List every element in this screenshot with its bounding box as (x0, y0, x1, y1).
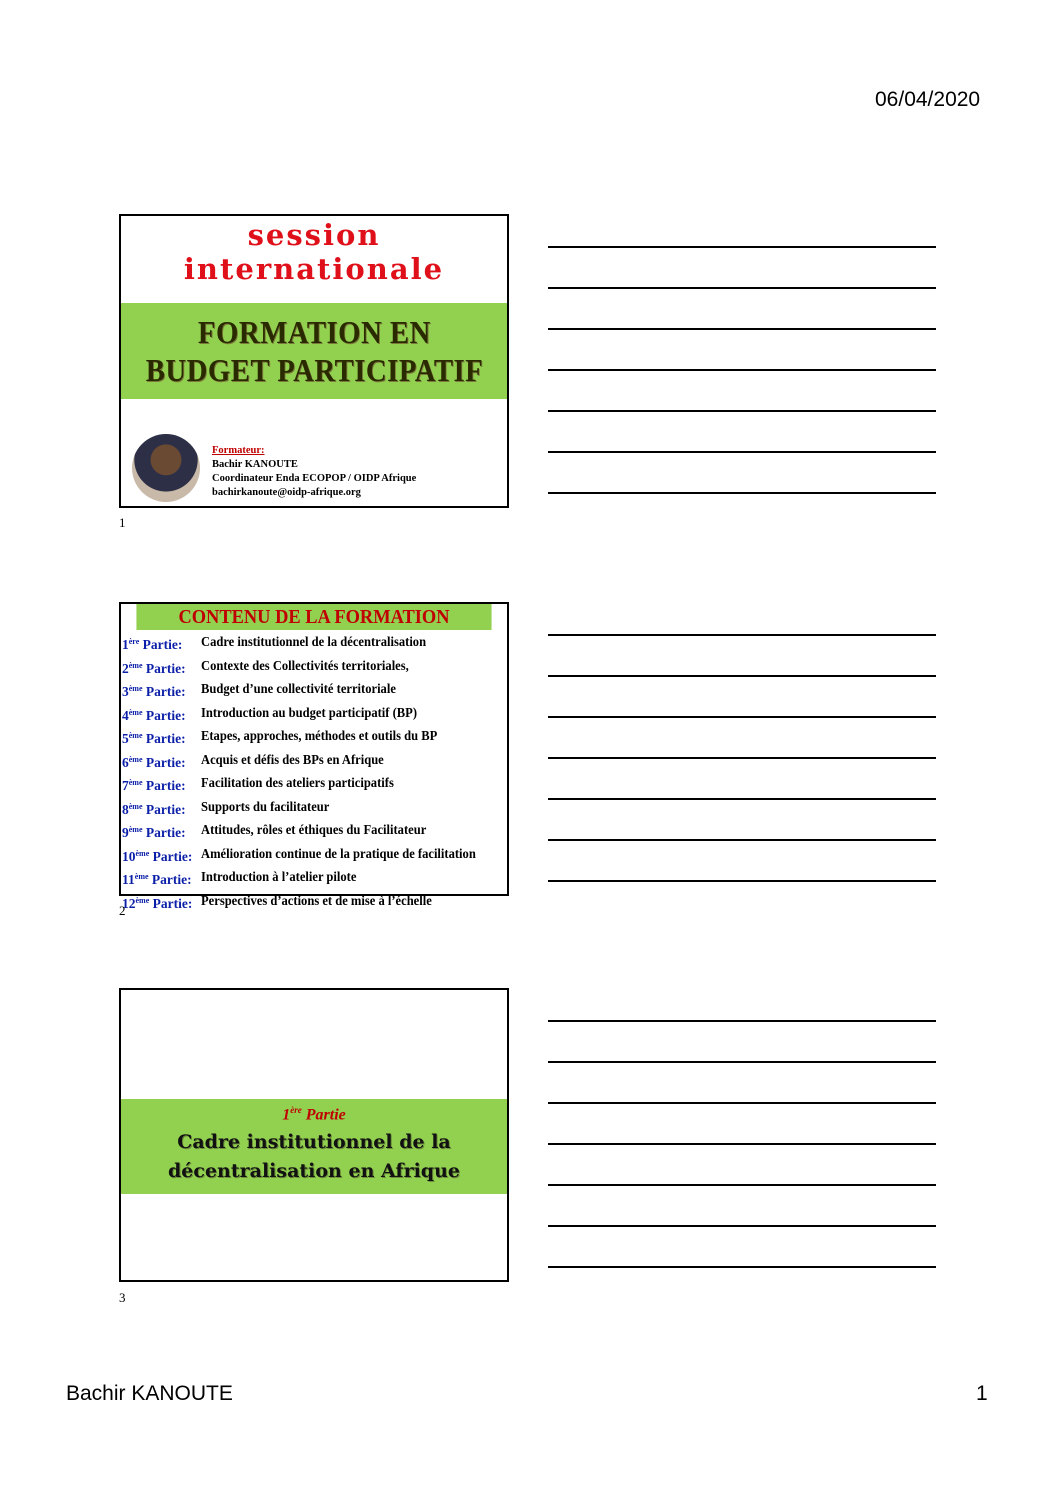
slide-1 (119, 214, 509, 508)
note-line (548, 1266, 936, 1268)
part-sup: ère (128, 637, 140, 646)
slide-number: 2 (119, 903, 126, 918)
note-line (548, 798, 936, 800)
title-line-2: BUDGET PARTICIPATIF (145, 352, 483, 388)
list-item (122, 726, 507, 750)
note-line (548, 410, 936, 412)
part-sup: ème (128, 778, 143, 787)
part-label (122, 656, 201, 680)
part-num: 2 (122, 660, 129, 676)
part-description: Contexte des Collectivités territoriales, (201, 657, 409, 673)
part-num: 11 (122, 872, 135, 887)
note-line (548, 634, 936, 636)
part-word: Partie: (149, 895, 193, 911)
part-label (122, 844, 201, 868)
part-description: Budget d’une collectivité territoriale (201, 681, 396, 696)
part-label (122, 773, 201, 797)
part-sup: ème (128, 754, 143, 764)
section-sup: ère (290, 1105, 302, 1115)
list-item (122, 820, 507, 844)
trainer-photo (132, 434, 200, 502)
part-sup: ème (128, 660, 143, 670)
list-item (122, 844, 507, 868)
part-word: Partie: (148, 872, 192, 887)
trainer-info (212, 444, 416, 500)
contents-list (121, 630, 507, 914)
part-word: Partie: (149, 848, 193, 864)
part-word: Partie: (142, 660, 186, 676)
section-num: 1 (282, 1106, 291, 1124)
note-line (548, 287, 936, 289)
trainer-email: bachirkanoute@oidp-afrique.org (212, 487, 361, 498)
list-item (122, 679, 507, 703)
part-description: Introduction au budget participatif (BP) (201, 704, 418, 720)
page-date: 06/04/2020 (875, 88, 981, 111)
slide-title: CONTENU DE LA FORMATION (136, 604, 491, 630)
part-description: Etapes, approches, méthodes et outils du BP (201, 728, 438, 743)
part-num: 6 (122, 754, 129, 770)
part-sup: ème (128, 684, 143, 693)
part-num: 9 (122, 825, 129, 840)
part-description: Facilitation des ateliers participatifs (201, 775, 394, 790)
part-description: Supports du facilitateur (201, 798, 330, 814)
part-sup: ème (128, 801, 143, 811)
part-word: Partie: (142, 825, 186, 840)
slide-3 (119, 988, 509, 1282)
trainer-name: Bachir KANOUTE (212, 459, 298, 470)
note-line (548, 451, 936, 453)
note-line (548, 1225, 936, 1227)
part-description: Attitudes, rôles et éthiques du Facilitateur (201, 822, 427, 837)
part-word: Partie: (142, 707, 186, 723)
note-line (548, 328, 936, 330)
part-label (122, 797, 201, 821)
part-label (122, 632, 201, 656)
title-line-1: FORMATION EN (197, 314, 431, 350)
part-sup: ème (135, 848, 150, 858)
note-line (548, 675, 936, 677)
part-num: 4 (122, 707, 129, 723)
note-line (548, 880, 936, 882)
part-word: Partie: (142, 778, 186, 793)
part-label (122, 891, 201, 915)
title-banner (121, 303, 507, 399)
part-label (122, 820, 201, 844)
section-part: Partie (301, 1106, 346, 1124)
part-label (122, 703, 201, 727)
section-title-line-2: décentralisation en Afrique (168, 1160, 460, 1183)
trainer-role: Coordinateur Enda ECOPOP / OIDP Afrique (212, 473, 417, 484)
part-num: 7 (122, 778, 129, 793)
list-item (122, 656, 507, 680)
part-sup: ème (128, 707, 143, 717)
session-label: session internationale (183, 218, 445, 286)
list-item (122, 750, 507, 774)
part-word: Partie: (142, 801, 186, 817)
part-sup: ème (134, 872, 149, 881)
note-line (548, 1184, 936, 1186)
part-label (122, 867, 201, 891)
part-label (122, 750, 201, 774)
part-num: 3 (122, 684, 129, 699)
section-title-line-1: Cadre institutionnel de la (177, 1131, 451, 1154)
part-description: Amélioration continue de la pratique de facilitation (201, 845, 476, 861)
note-line (548, 492, 936, 494)
list-item (122, 773, 507, 797)
note-line (548, 757, 936, 759)
part-sup: ème (128, 825, 143, 834)
note-line (548, 246, 936, 248)
slide-number: 1 (119, 515, 126, 530)
section-title (121, 1128, 507, 1186)
part-num: 8 (122, 801, 129, 817)
list-item (122, 867, 507, 891)
note-line (548, 1020, 936, 1022)
slide-number: 3 (119, 1290, 126, 1305)
note-line (548, 1061, 936, 1063)
list-item (122, 632, 507, 656)
part-sup: ème (135, 895, 150, 905)
note-line (548, 369, 936, 371)
part-num: 1 (122, 637, 129, 652)
slide-2 (119, 602, 509, 911)
trainer-label: Formateur: (212, 445, 265, 456)
part-description: Cadre institutionnel de la décentralisation (201, 634, 427, 649)
note-line (548, 1102, 936, 1104)
part-num: 5 (122, 731, 129, 746)
part-word: Partie: (142, 684, 186, 699)
note-line (548, 1143, 936, 1145)
note-line (548, 839, 936, 841)
part-description: Perspectives d’actions et de mise à l’échelle (201, 892, 432, 908)
part-description: Introduction à l’atelier pilote (201, 869, 357, 884)
part-num: 12 (122, 895, 136, 911)
part-word: Partie: (142, 731, 186, 746)
part-word: Partie: (142, 754, 186, 770)
note-line (548, 716, 936, 718)
part-num: 10 (122, 848, 136, 864)
part-word: Partie: (139, 637, 183, 652)
section-subtitle (121, 1105, 507, 1124)
footer-page-number: 1 (976, 1382, 988, 1405)
section-banner (121, 1099, 507, 1194)
part-description: Acquis et défis des BPs en Afrique (201, 751, 384, 767)
list-item (122, 797, 507, 821)
part-label (122, 726, 201, 750)
part-label (122, 679, 201, 703)
list-item (122, 703, 507, 727)
footer-author: Bachir KANOUTE (66, 1382, 233, 1405)
part-sup: ème (128, 731, 143, 740)
list-item (122, 891, 507, 915)
